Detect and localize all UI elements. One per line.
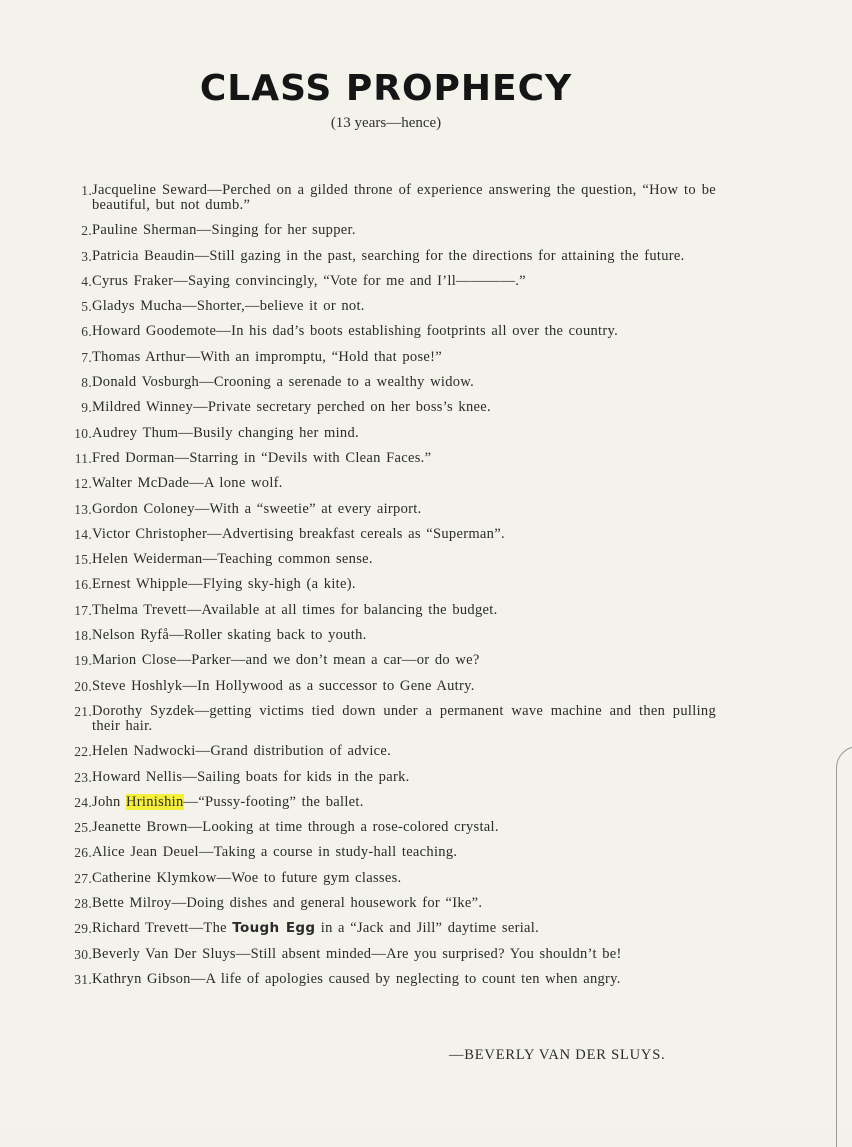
item-number: 27.: [74, 870, 92, 886]
item-text: Kathryn Gibson—A life of apologies caused by neglecting to count ten when angry.: [92, 970, 621, 987]
item-number: 4.: [81, 273, 92, 289]
list-item: [56, 871, 716, 886]
item-number: 23.: [74, 769, 92, 785]
list-item: [56, 795, 716, 810]
list-item: [56, 820, 716, 835]
item-number: 15.: [74, 552, 92, 568]
item-text: Catherine Klymkow—Woe to future gym classes.: [92, 869, 402, 886]
item-text: Nelson Ryfå—Roller skating back to youth.: [92, 627, 367, 644]
item-number: 29.: [74, 921, 92, 937]
item-text: Helen Nadwocki—Grand distribution of advice.: [92, 743, 392, 760]
page-title: CLASS PROPHECY: [199, 68, 573, 109]
item-text: [92, 795, 716, 810]
item-text: Gladys Mucha—Shorter,—believe it or not.: [92, 298, 365, 315]
item-text: Walter McDade—A lone wolf.: [92, 475, 283, 492]
list-item: [56, 921, 716, 936]
page-subtitle: (13 years—hence): [330, 115, 442, 131]
list-item: [56, 375, 716, 390]
item-number: 18.: [74, 628, 92, 644]
item-number: 3.: [81, 248, 92, 264]
list-item: [56, 400, 716, 415]
item-text-pre: Richard Trevett—The: [92, 920, 233, 937]
item-number: 2.: [81, 223, 92, 239]
list-item: [56, 426, 716, 441]
item-text: Victor Christopher—Advertising breakfast cereals as “Superman”.: [92, 525, 505, 542]
item-number: 26.: [74, 845, 92, 861]
item-number: 21.: [74, 703, 92, 719]
item-text-rest: —“Pussy-footing” the ballet.: [183, 793, 364, 810]
list-item: [56, 249, 716, 264]
item-number: 10.: [74, 425, 92, 441]
item-text: Audrey Thum—Busily changing her mind.: [92, 424, 359, 441]
item-text: Donald Vosburgh—Crooning a serenade to a wealthy widow.: [92, 374, 475, 391]
list-item: [56, 324, 716, 339]
list-item: [56, 299, 716, 314]
list-item: [56, 451, 716, 466]
list-item: [56, 744, 716, 759]
item-number: 20.: [74, 678, 92, 694]
item-number: 5.: [81, 299, 92, 315]
item-number: 17.: [74, 602, 92, 618]
page-edge-curl: [836, 746, 852, 1147]
item-number: 28.: [74, 896, 92, 912]
item-number: 1.: [81, 183, 92, 198]
list-item: [56, 274, 716, 289]
item-number: 14.: [74, 526, 92, 542]
item-number: 8.: [81, 375, 92, 391]
list-item: [56, 947, 716, 962]
item-number: 30.: [74, 946, 92, 962]
item-number: 9.: [81, 400, 92, 416]
list-item: [56, 896, 716, 911]
item-text: Patricia Beaudin—Still gazing in the past, searching for the directions for attaining the future.: [92, 247, 685, 264]
item-text: Mildred Winney—Private secretary perched on her boss’s knee.: [92, 399, 491, 416]
list-item: [56, 770, 716, 785]
item-text: Thomas Arthur—With an impromptu, “Hold that pose!”: [92, 348, 443, 365]
item-text: Ernest Whipple—Flying sky-high (a kite).: [92, 576, 356, 593]
item-text: Fred Dorman—Starring in “Devils with Clean Faces.”: [92, 449, 432, 466]
item-text: Cyrus Fraker—Saying convincingly, “Vote for me and I’ll————.”: [92, 272, 526, 289]
item-text: Bette Milroy—Doing dishes and general housework for “Ike”.: [92, 895, 483, 912]
item-name-prefix: John: [92, 793, 127, 810]
item-number: 6.: [81, 324, 92, 340]
list-item: [56, 527, 716, 542]
list-item: [56, 603, 716, 618]
list-item: [56, 704, 716, 734]
item-text: Dorothy Syzdek—getting victims tied down under a permanent wave machine and then pulling their hair.: [92, 702, 716, 734]
highlighted-name: Hrinishin: [126, 793, 184, 810]
item-text: Howard Nellis—Sailing boats for kids in the park.: [92, 768, 410, 785]
item-text: Jeanette Brown—Looking at time through a rose-colored crystal.: [92, 819, 499, 836]
list-item: [56, 577, 716, 592]
item-number: 16.: [74, 577, 92, 593]
list-item: [56, 972, 716, 987]
prophecy-list: [56, 183, 716, 997]
list-item: [56, 183, 716, 213]
item-text: Howard Goodemote—In his dad’s boots establishing footprints all over the country.: [92, 323, 619, 340]
item-text: Steve Hoshlyk—In Hollywood as a successor to Gene Autry.: [92, 677, 475, 694]
item-number: 31.: [74, 971, 92, 987]
list-item: [56, 476, 716, 491]
list-item: [56, 653, 716, 668]
item-text: Pauline Sherman—Singing for her supper.: [92, 222, 356, 239]
item-text: Beverly Van Der Sluys—Still absent minded—Are you surprised? You shouldn’t be!: [92, 945, 622, 962]
item-number: 13.: [74, 501, 92, 517]
item-text: Marion Close—Parker—and we don’t mean a car—or do we?: [92, 652, 480, 669]
item-text-post: in a “Jack and Jill” daytime serial.: [315, 920, 540, 937]
item-number: 12.: [74, 476, 92, 492]
item-number: 19.: [74, 653, 92, 669]
list-item: [56, 502, 716, 517]
item-number: 25.: [74, 820, 92, 836]
item-text: Helen Weiderman—Teaching common sense.: [92, 551, 373, 568]
list-item: [56, 223, 716, 238]
list-item: [56, 350, 716, 365]
list-item: [56, 552, 716, 567]
bold-phrase: Tough Egg: [232, 920, 316, 937]
list-item: [56, 845, 716, 860]
list-item: [56, 679, 716, 694]
item-number: 7.: [81, 349, 92, 365]
item-number: 24.: [74, 794, 92, 810]
item-text: Thelma Trevett—Available at all times for balancing the budget.: [92, 601, 498, 618]
item-text: [92, 921, 716, 936]
item-text: Jacqueline Seward—Perched on a gilded throne of experience answering the question, “How to be beautiful, but not dumb.”: [92, 182, 716, 213]
list-item: [56, 628, 716, 643]
item-text: Alice Jean Deuel—Taking a course in study-hall teaching.: [92, 844, 458, 861]
signature: —BEVERLY VAN DER SLUYS.: [449, 1047, 666, 1063]
item-number: 11.: [74, 450, 92, 466]
item-text: Gordon Coloney—With a “sweetie” at every airport.: [92, 500, 422, 517]
item-number: 22.: [74, 744, 92, 760]
